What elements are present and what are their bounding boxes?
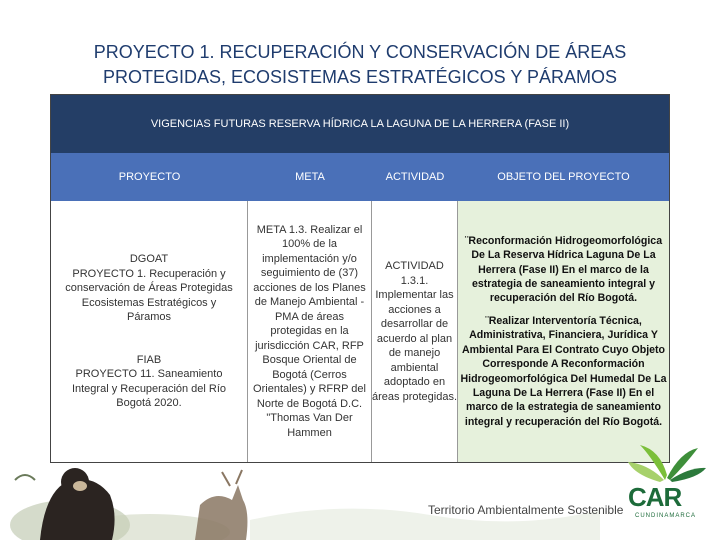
table-banner-text: VIGENCIAS FUTURAS RESERVA HÍDRICA LA LAGUNA DE LA HERRERA (FASE II): [150, 118, 570, 130]
cell-actividad: [372, 201, 458, 462]
wildlife-illustration: [0, 420, 270, 540]
objeto-para-2: ¨Realizar Interventoría Técnica, Administrativa, Financiera, Jurídica Y Ambiental Para El Contrato Cuyo Objeto Corresponde A Reconformación Hidrogeomorfológica Del Humedal De La Laguna De La Herrera (Fase II) En el marco de la estrategia de saneamiento integral y recuperación del Río Bogotá.: [460, 314, 667, 428]
logo-subtext: CUNDINAMARCA: [635, 513, 697, 519]
proyecto-line: conservación de Áreas Protegidas: [65, 282, 233, 295]
footer-tagline: Territorio Ambientalmente Sostenible: [428, 503, 624, 517]
title-line-1: PROYECTO 1. RECUPERACIÓN Y CONSERVACIÓN DE ÁREAS: [93, 42, 627, 62]
header-proyecto: PROYECTO: [118, 171, 181, 183]
page-title: [20, 40, 700, 90]
meta-text: META 1.3. Realizar el 100% de la implementación y/o seguimiento de (37) acciones de los Planes de Manejo Ambiental - PMA de áreas protegidas en la jurisdicción CAR, RFP Bosque Oriental de Bogotá (Cerros Orientales) y RFRP del Norte de Bogotá D.C. "Thomas Van Der Hammen: [253, 223, 366, 439]
header-objeto: OBJETO DEL PROYECTO: [497, 171, 630, 183]
proyecto-line: Ecosistemas Estratégicos y: [81, 296, 217, 309]
logo-wordmark: CAR: [628, 482, 682, 512]
proyecto-line: PROYECTO 1. Recuperación y: [72, 267, 226, 280]
proyecto-line: PROYECTO 11. Saneamiento: [75, 368, 223, 381]
objeto-para-1: ¨Reconformación Hidrogeomorfológica De La Reserva Hídrica Laguna De La Herrera (Fase II) En el marco de la estrategia de saneamiento integral y recuperación del Río Bogotá.: [464, 234, 663, 305]
proyecto-line: Páramos: [126, 311, 172, 324]
actividad-text: ACTIVIDAD 1.3.1. Implementar las acciones a desarrollar de acuerdo al plan de manejo ambiental adoptado en áreas protegidas.: [372, 260, 457, 403]
proyecto-line: Integral y Recuperación del Río: [71, 382, 227, 395]
proyecto-line: DGOAT: [129, 253, 169, 266]
projects-table: [50, 94, 670, 463]
proyecto-line: FIAB: [136, 353, 162, 366]
table-banner: [51, 95, 669, 154]
proyecto-line: Bogotá 2020.: [116, 397, 182, 410]
header-meta: META: [295, 171, 325, 183]
column-header-row: [51, 153, 669, 201]
title-line-2: PROTEGIDAS, ECOSISTEMAS ESTRATÉGICOS Y PÁRAMOS: [102, 67, 618, 87]
header-actividad: ACTIVIDAD: [385, 171, 445, 183]
cell-objeto: [458, 201, 669, 462]
